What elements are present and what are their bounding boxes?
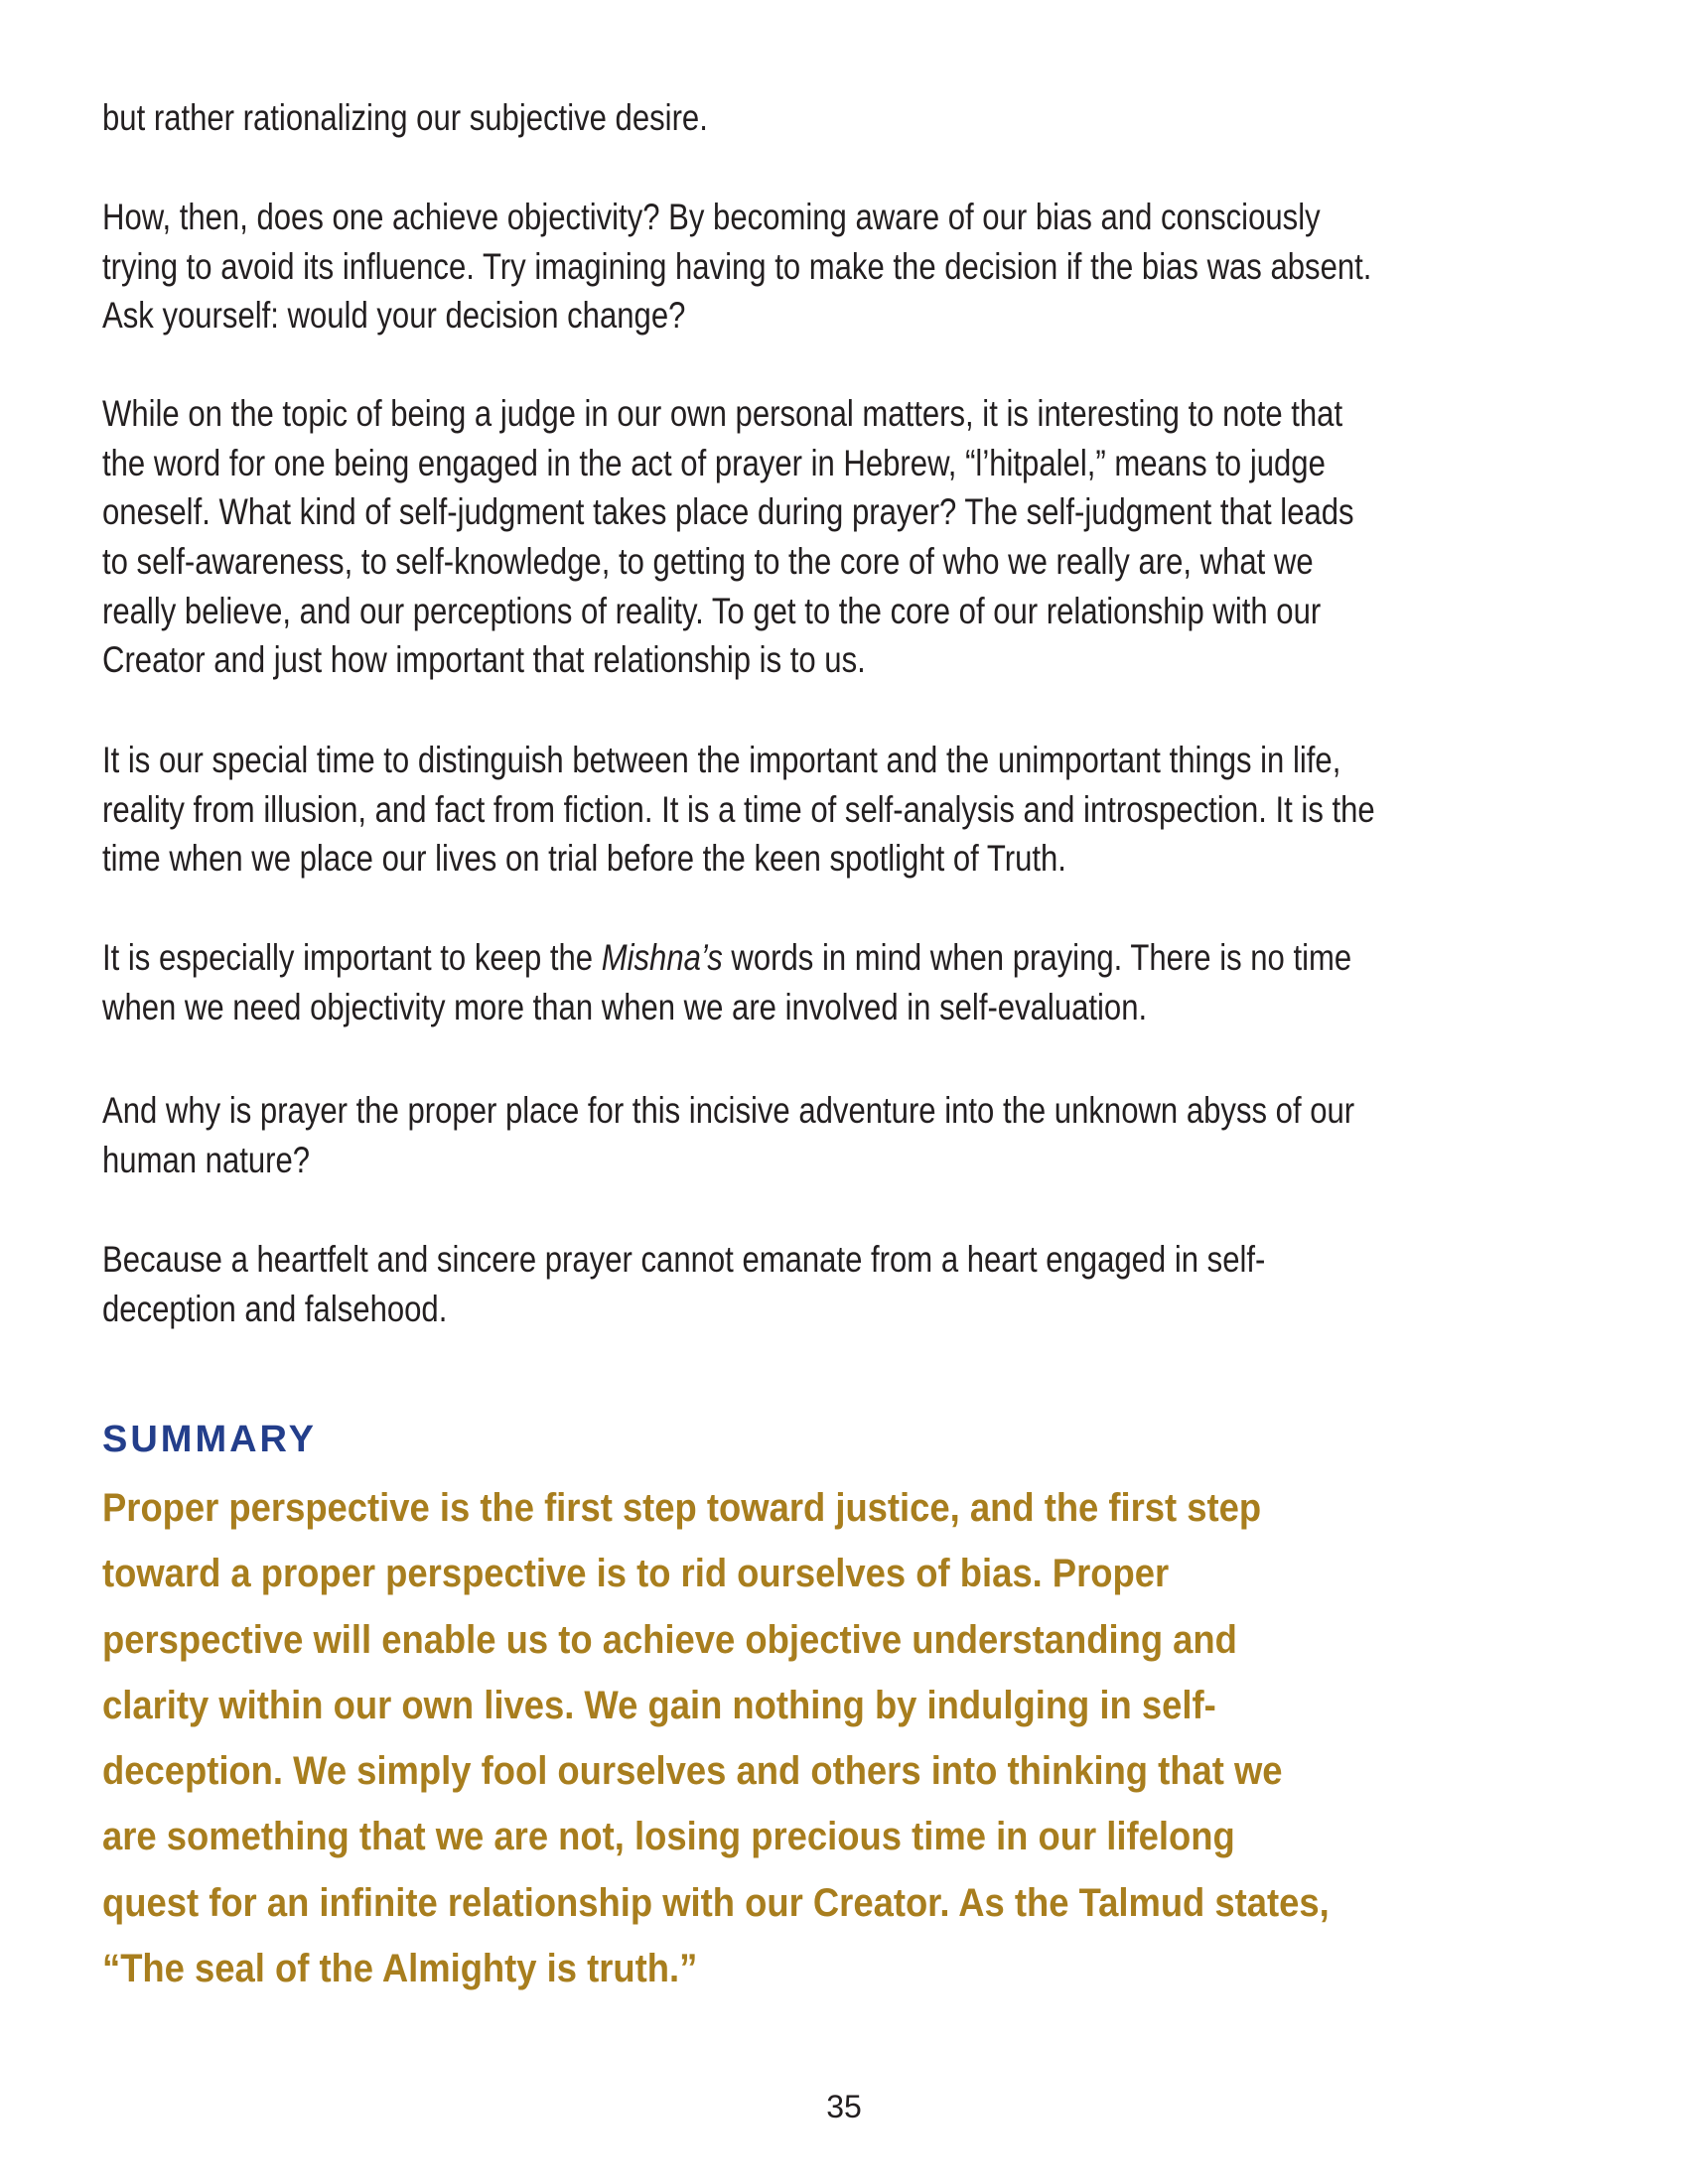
summary-line-content: quest for an infinite relationship with our Creator. As the Talmud states, [102,1880,1330,1925]
summary-line-content: are something that we are not, losing precious time in our lifelong [102,1815,1235,1859]
text-line [102,93,823,143]
text-line [102,537,1593,587]
summary-line-content: Proper perspective is the first step toward justice, and the first step [102,1486,1262,1530]
text-line-content: trying to avoid its influence. Try imagining having to make the decision if the bias was absent. [102,245,1372,287]
text-line-content: Creator and just how important that relationship is to us. [102,639,866,681]
summary-text [102,1475,1451,2001]
text-line-content: human nature? [102,1139,311,1180]
paragraph-special-time [102,736,1618,884]
summary-line-content: perspective will enable us to achieve objective understanding and [102,1617,1237,1662]
text-line-content: Ask yourself: would your decision change? [102,295,686,337]
summary-line [102,1870,1451,1936]
paragraph-why-prayer [102,1086,1593,1184]
summary-line [102,1673,1451,1738]
text-line-content: but rather rationalizing our subjective desire. [102,97,708,138]
text-line [102,587,1593,636]
text-line-content: reality from illusion, and fact from fiction. It is a time of self-analysis and introspection. It is the [102,788,1375,830]
text-line-content: to self-awareness, to self-knowledge, to getting to the core of who we really are, what we [102,541,1314,583]
summary-line [102,1541,1451,1606]
text-line [102,291,1614,341]
text-line [102,635,1593,685]
summary-line-content: clarity within our own lives. We gain nothing by indulging in self- [102,1683,1216,1727]
paragraph-hitpalel [102,389,1593,685]
text-line [102,983,1590,1032]
text-line-content: How, then, does one achieve objectivity? By becoming aware of our bias and consciously [102,197,1321,237]
text-line [102,785,1618,835]
text-line-content: oneself. What kind of self-judgment takes place during prayer? The self-judgment that leads [102,491,1354,533]
text-line [102,1136,1593,1185]
summary-line [102,1804,1451,1869]
summary-heading: SUMMARY [102,1419,317,1460]
text-line [102,1235,1487,1285]
summary-line [102,1607,1451,1673]
text-line [102,933,1590,983]
text-line [102,1086,1593,1136]
paragraph-objectivity [102,193,1614,341]
text-line-content: It is our special time to distinguish between the important and the unimportant things in life, [102,740,1341,780]
text-line [102,1285,1487,1334]
text-line-content: And why is prayer the proper place for this incisive adventure into the unknown abyss of our [102,1090,1355,1131]
text-segment: words in mind when praying. There is no time [722,937,1352,978]
page-number: 35 [826,2089,862,2124]
text-line [102,736,1618,785]
text-line [102,242,1614,292]
paragraph-mishna [102,933,1590,1031]
text-line-content [102,933,1351,983]
summary-line-content: “The seal of the Almighty is truth.” [102,1947,698,1991]
summary-line [102,1475,1451,1541]
text-line [102,439,1593,488]
text-line-content: when we need objectivity more than when we are involved in self-evaluation. [102,986,1148,1027]
summary-line [102,1738,1451,1804]
summary-line [102,1936,1451,2001]
text-line-content: While on the topic of being a judge in our own personal matters, it is interesting to note that [102,393,1343,434]
text-line [102,389,1593,439]
text-line-content: time when we place our lives on trial before the keen spotlight of Truth. [102,838,1066,880]
text-line [102,193,1614,242]
text-segment: It is especially important to keep the [102,937,602,978]
summary-line-content: deception. We simply fool ourselves and others into thinking that we [102,1749,1283,1794]
text-line-content: deception and falsehood. [102,1288,448,1329]
paragraph-rationalizing [102,93,823,143]
text-line-content: Because a heartfelt and sincere prayer cannot emanate from a heart engaged in self- [102,1239,1266,1280]
summary-line-content: toward a proper perspective is to rid ourselves of bias. Proper [102,1552,1170,1596]
text-line-content: really believe, and our perceptions of reality. To get to the core of our relationship with our [102,590,1322,631]
italic-term-mishna: Mishna’s [601,937,723,978]
text-line-content: the word for one being engaged in the act of prayer in Hebrew, “l’hitpalel,” means to judge [102,442,1326,483]
paragraph-because [102,1235,1487,1333]
text-line [102,834,1618,884]
text-line [102,487,1593,537]
